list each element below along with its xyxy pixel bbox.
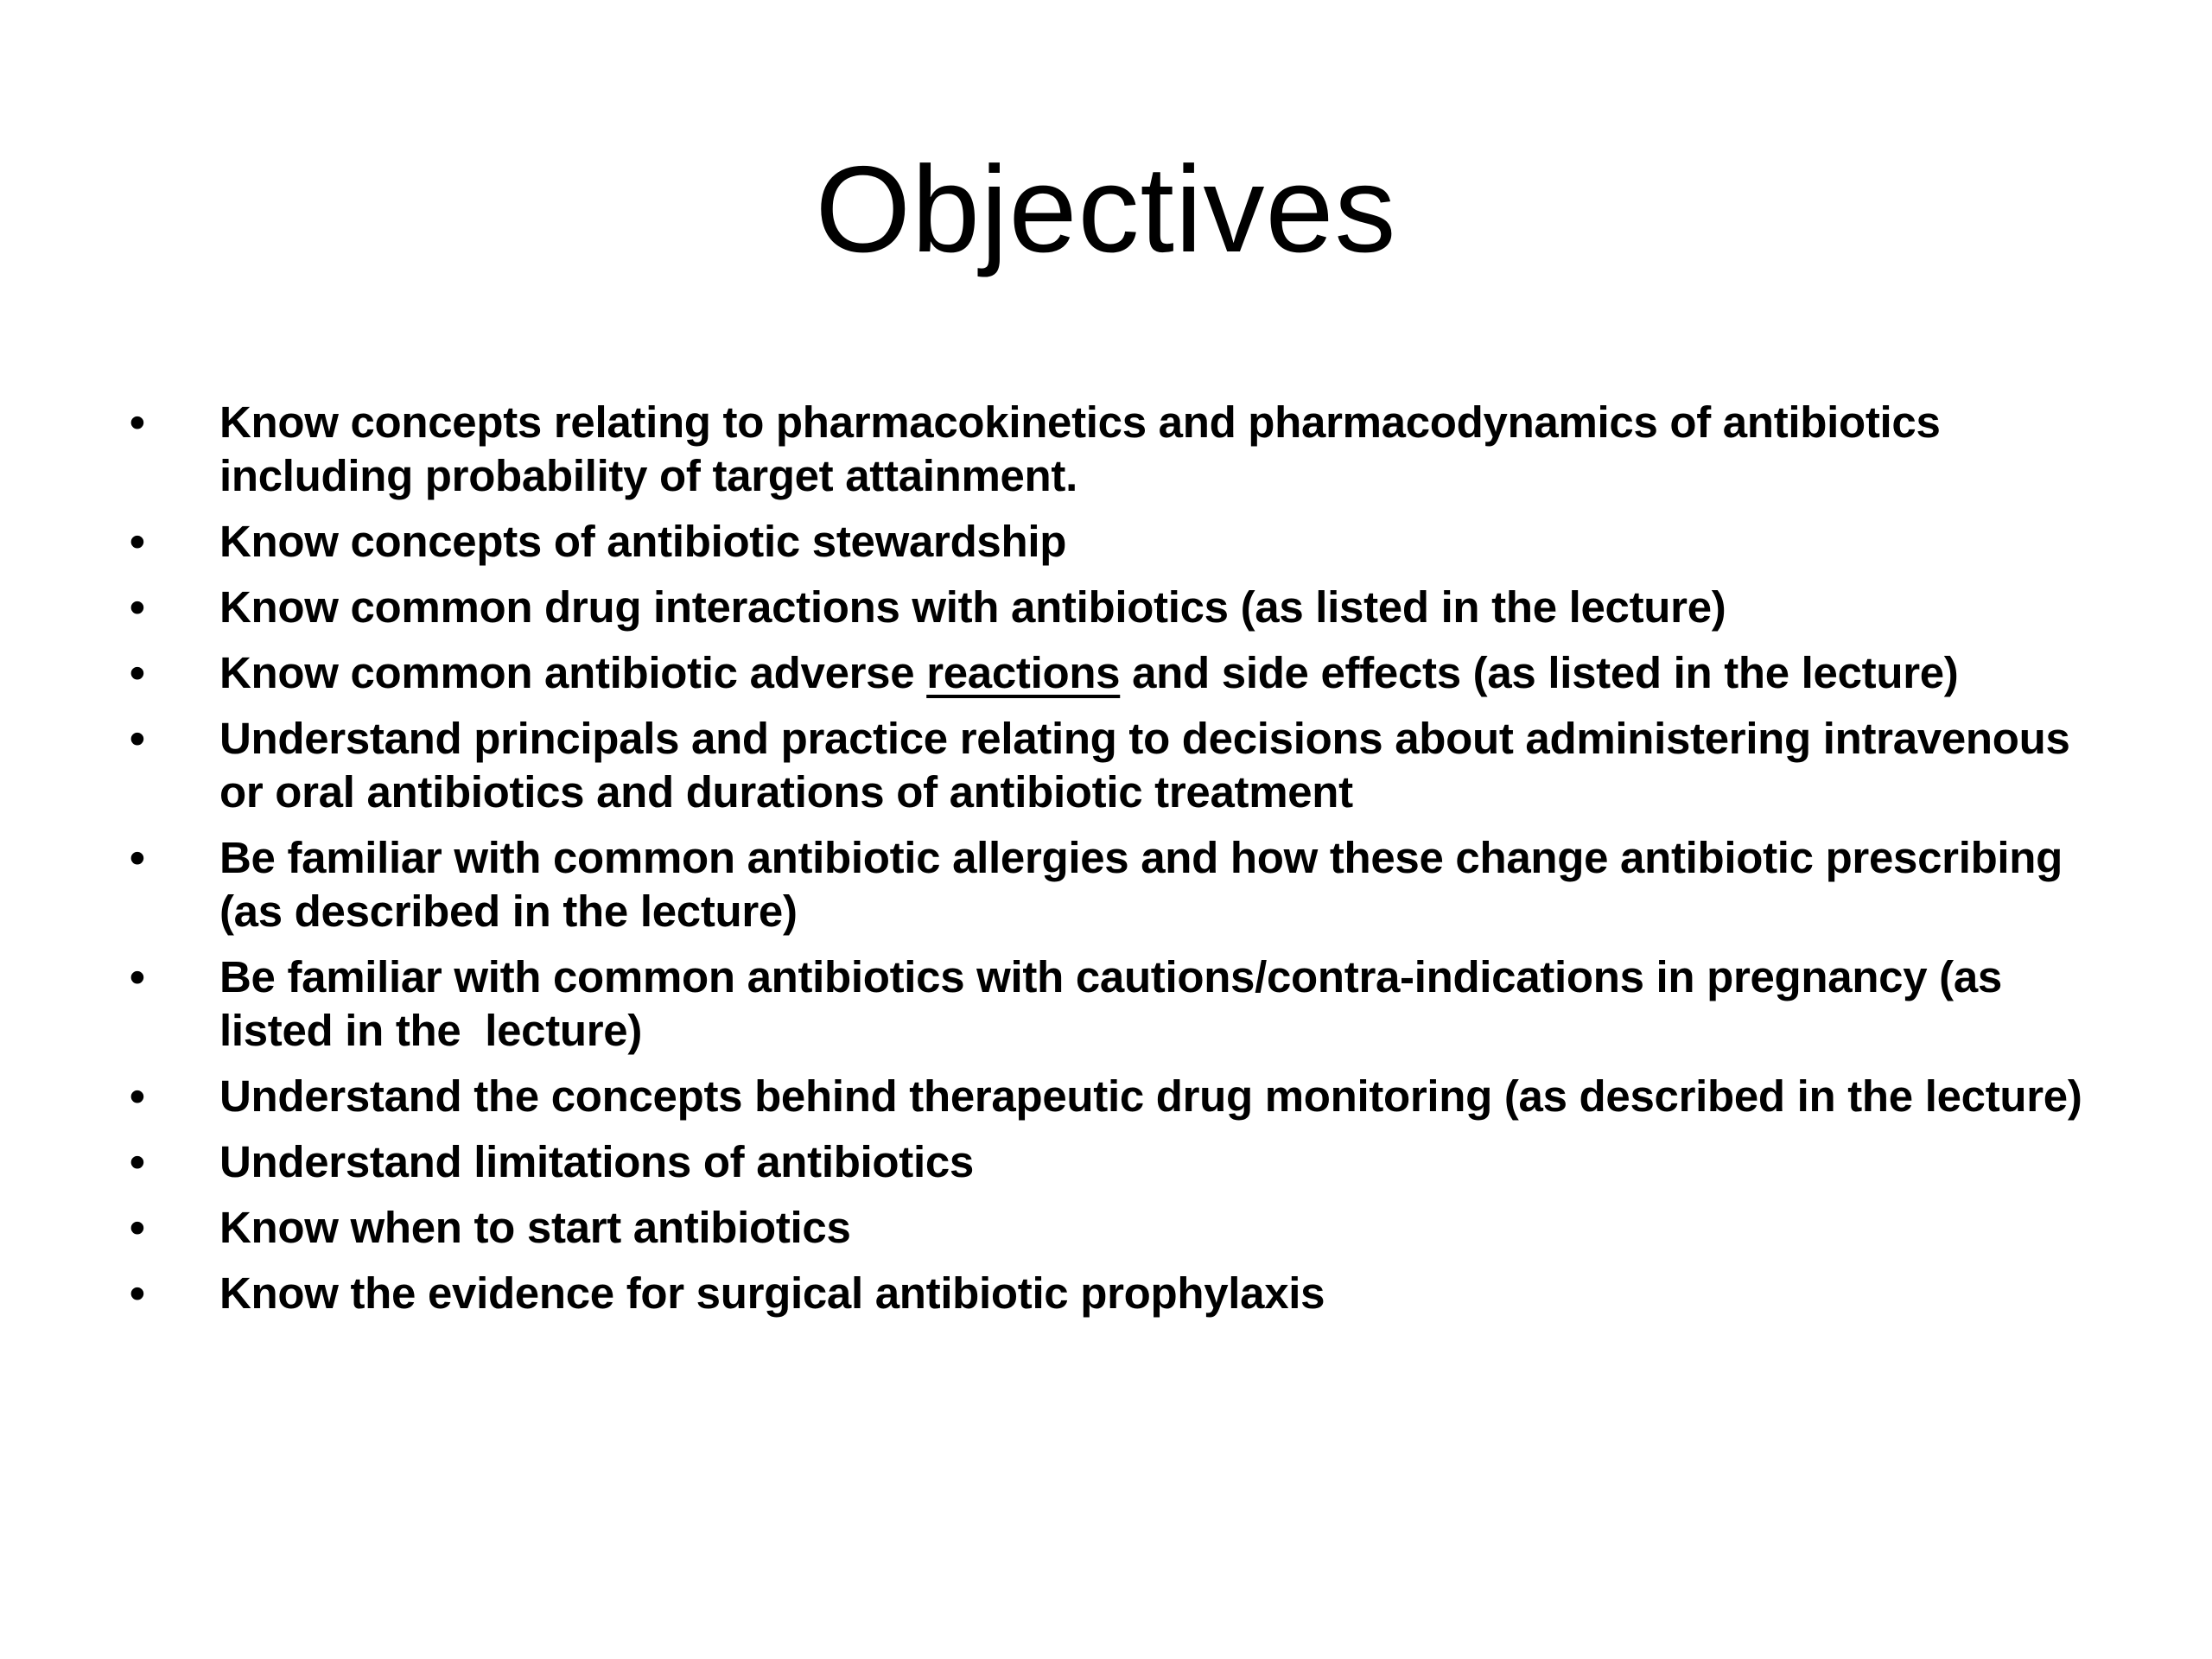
bullet-icon: • bbox=[130, 582, 145, 632]
list-item bbox=[130, 646, 2082, 700]
bullet-text: Know when to start antibiotics bbox=[219, 1203, 851, 1252]
bullet-text: Understand the concepts behind therapeutic drug monitoring (as described in the lecture) bbox=[219, 1071, 2082, 1121]
bullet-text: Be familiar with common antibiotics with cautions/contra-indications in pregnancy (as listed in the lecture) bbox=[219, 952, 2014, 1055]
bullet-icon: • bbox=[130, 517, 145, 566]
list-item bbox=[130, 396, 2082, 503]
list-item bbox=[130, 831, 2082, 938]
objectives-list bbox=[130, 396, 2082, 1332]
slide-title: Objectives bbox=[815, 141, 1397, 278]
bullet-text-end: and side effects (as listed in the lecture) bbox=[1120, 648, 1959, 697]
bullet-text: Understand limitations of antibiotics bbox=[219, 1137, 974, 1186]
underlined-word: reactions bbox=[926, 648, 1121, 697]
bullet-icon: • bbox=[130, 714, 145, 763]
list-item bbox=[130, 1201, 2082, 1255]
list-item bbox=[130, 712, 2082, 819]
bullet-text: Know the evidence for surgical antibiotic prophylaxis bbox=[219, 1268, 1325, 1318]
bullet-text: Understand principals and practice relating to decisions about administering intravenous or oral antibiotics and durations of antibiotic treatment bbox=[219, 714, 2070, 817]
bullet-icon: • bbox=[130, 1071, 145, 1121]
bullet-text bbox=[219, 648, 1959, 697]
list-item bbox=[130, 950, 2082, 1058]
list-item bbox=[130, 1267, 2082, 1320]
list-item bbox=[130, 515, 2082, 569]
bullet-icon: • bbox=[130, 397, 145, 447]
bullet-icon: • bbox=[130, 1203, 145, 1252]
bullet-icon: • bbox=[130, 1137, 145, 1186]
bullet-text-start: Know common antibiotic adverse bbox=[219, 648, 927, 697]
bullet-icon: • bbox=[130, 833, 145, 882]
bullet-icon: • bbox=[130, 1268, 145, 1318]
list-item bbox=[130, 1135, 2082, 1189]
bullet-text: Know concepts of antibiotic stewardship bbox=[219, 517, 1067, 566]
list-item bbox=[130, 1070, 2082, 1123]
bullet-icon: • bbox=[130, 648, 145, 697]
bullet-text: Be familiar with common antibiotic allergies and how these change antibiotic prescribing (as described in the lecture) bbox=[219, 833, 2063, 936]
list-item bbox=[130, 581, 2082, 634]
bullet-icon: • bbox=[130, 952, 145, 1001]
bullet-text: Know concepts relating to pharmacokinetics and pharmacodynamics of antibiotics including probability of target attainment. bbox=[219, 397, 1941, 500]
bullet-text: Know common drug interactions with antibiotics (as listed in the lecture) bbox=[219, 582, 1726, 632]
